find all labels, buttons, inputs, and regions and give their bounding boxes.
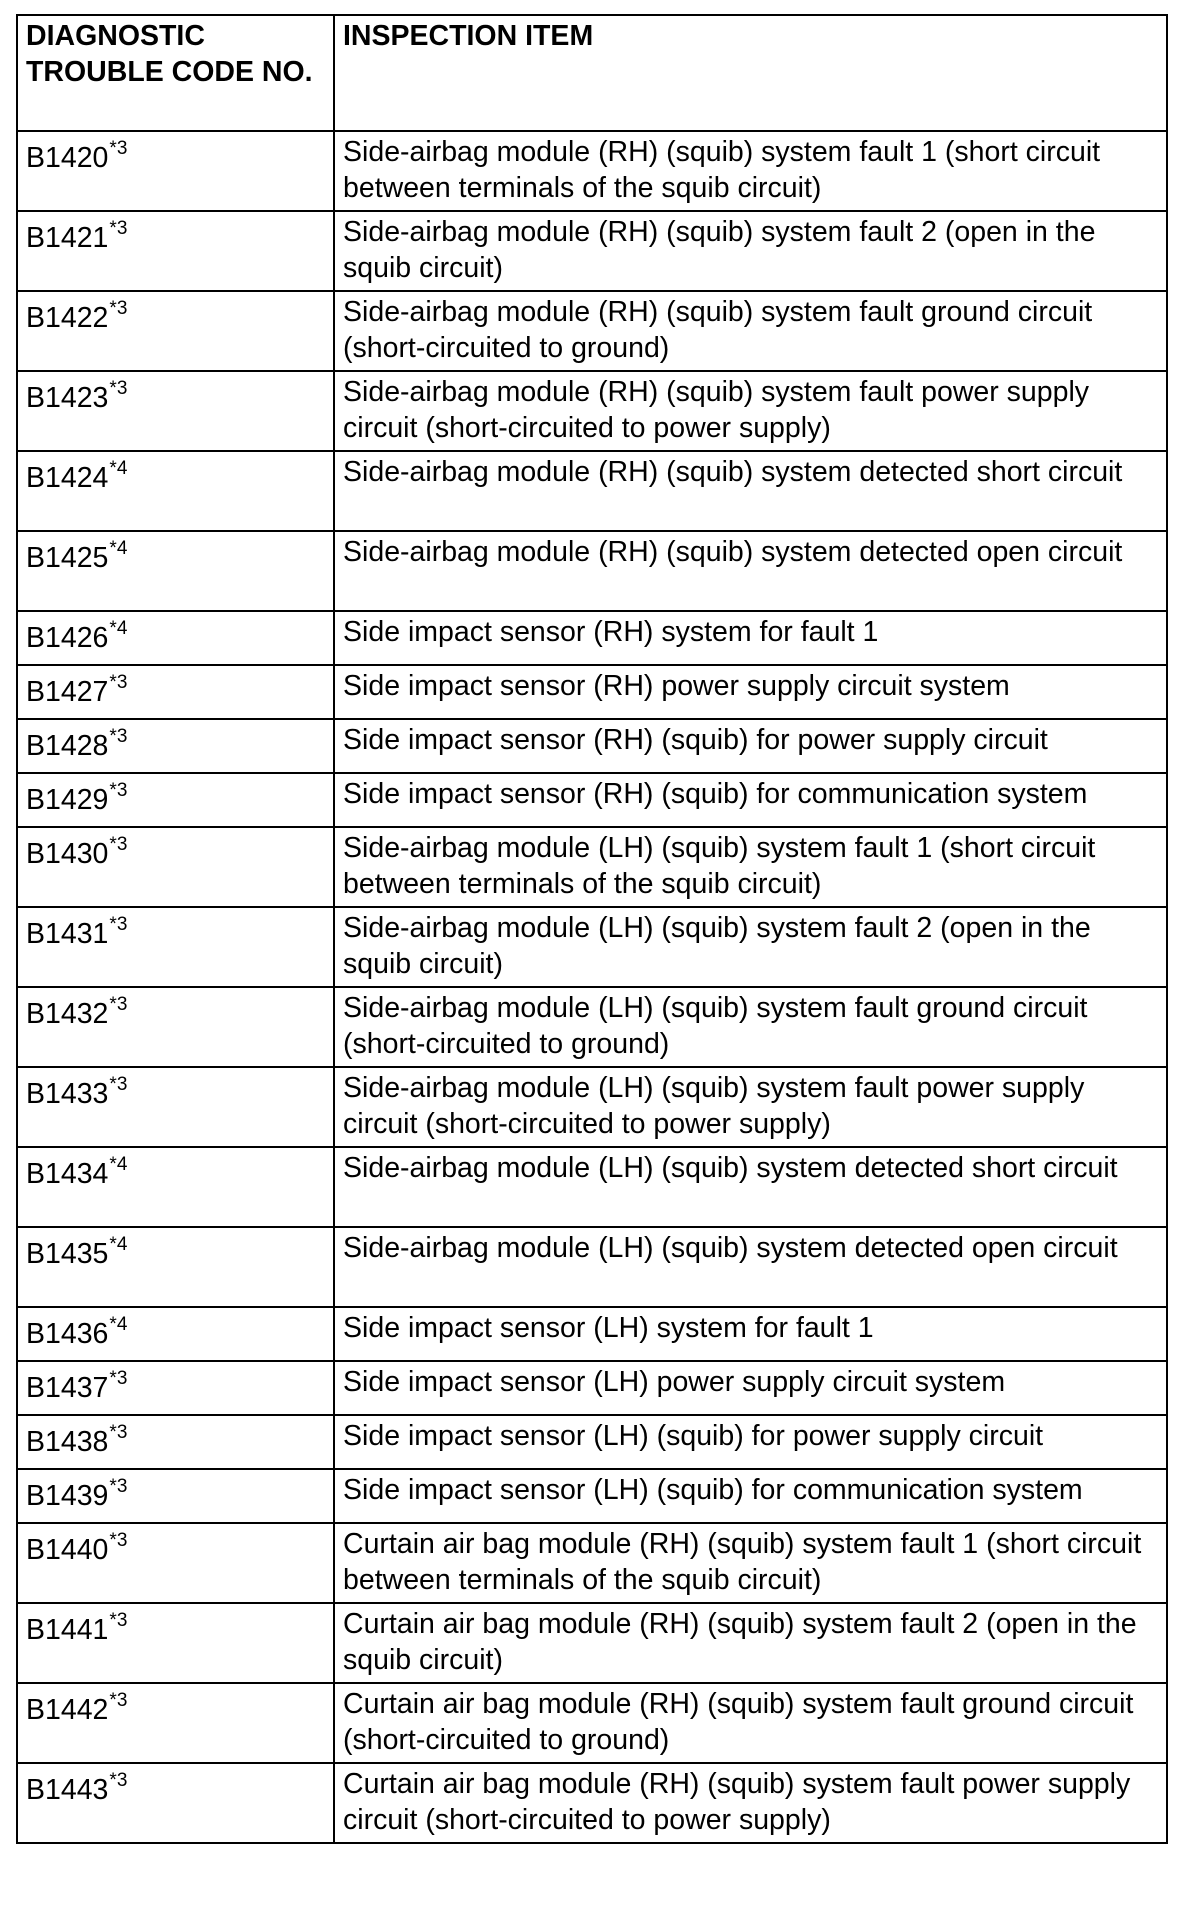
dtc-code: B1421 <box>26 222 109 254</box>
footnote-marker: *3 <box>109 834 128 855</box>
table-row <box>17 773 1167 827</box>
inspection-item: Side impact sensor (LH) system for fault 1 <box>334 1307 1167 1361</box>
dtc-code: B1435 <box>26 1238 109 1270</box>
header-code: DIAGNOSTIC TROUBLE CODE NO. <box>17 15 334 131</box>
inspection-item: Side impact sensor (RH) (squib) for power supply circuit <box>334 719 1167 773</box>
footnote-marker: *3 <box>109 1690 128 1711</box>
dtc-code-cell <box>17 611 334 665</box>
inspection-item: Side impact sensor (RH) (squib) for communication system <box>334 773 1167 827</box>
dtc-code-cell <box>17 1763 334 1843</box>
dtc-code-cell <box>17 665 334 719</box>
dtc-code: B1424 <box>26 462 109 494</box>
inspection-item: Side impact sensor (RH) power supply circuit system <box>334 665 1167 719</box>
table-row <box>17 1147 1167 1227</box>
table-row <box>17 827 1167 907</box>
dtc-code: B1432 <box>26 998 109 1030</box>
dtc-code-cell <box>17 291 334 371</box>
footnote-marker: *3 <box>109 1476 128 1497</box>
footnote-marker: *3 <box>109 378 128 399</box>
table-row <box>17 611 1167 665</box>
dtc-code: B1442 <box>26 1694 109 1726</box>
dtc-code-cell <box>17 1415 334 1469</box>
footnote-marker: *3 <box>109 780 128 801</box>
dtc-code-cell <box>17 907 334 987</box>
inspection-item: Curtain air bag module (RH) (squib) system fault 2 (open in the squib circuit) <box>334 1603 1167 1683</box>
table-row <box>17 1361 1167 1415</box>
footnote-marker: *4 <box>109 1154 128 1175</box>
table-row <box>17 719 1167 773</box>
inspection-item: Side-airbag module (LH) (squib) system detected open circuit <box>334 1227 1167 1307</box>
table-row <box>17 1523 1167 1603</box>
dtc-code: B1434 <box>26 1158 109 1190</box>
dtc-code-cell <box>17 1683 334 1763</box>
dtc-code-cell <box>17 987 334 1067</box>
footnote-marker: *3 <box>109 1770 128 1791</box>
table-row <box>17 451 1167 531</box>
dtc-code-cell <box>17 1603 334 1683</box>
dtc-code-cell <box>17 719 334 773</box>
document-page <box>16 14 1166 1844</box>
footnote-marker: *3 <box>109 914 128 935</box>
inspection-item: Side impact sensor (LH) (squib) for power supply circuit <box>334 1415 1167 1469</box>
inspection-item: Side-airbag module (RH) (squib) system fault ground circuit (short-circuited to ground) <box>334 291 1167 371</box>
table-row <box>17 211 1167 291</box>
dtc-code: B1439 <box>26 1480 109 1512</box>
footnote-marker: *3 <box>109 1530 128 1551</box>
inspection-item: Side-airbag module (RH) (squib) system fault power supply circuit (short-circuited to power supply) <box>334 371 1167 451</box>
dtc-code: B1422 <box>26 302 109 334</box>
dtc-code: B1425 <box>26 542 109 574</box>
inspection-item: Side-airbag module (RH) (squib) system fault 1 (short circuit between terminals of the squib circuit) <box>334 131 1167 211</box>
dtc-code: B1426 <box>26 622 109 654</box>
footnote-marker: *3 <box>109 726 128 747</box>
dtc-code-cell <box>17 773 334 827</box>
table-row <box>17 291 1167 371</box>
dtc-code: B1433 <box>26 1078 109 1110</box>
inspection-item: Side-airbag module (LH) (squib) system fault 2 (open in the squib circuit) <box>334 907 1167 987</box>
inspection-item: Curtain air bag module (RH) (squib) system fault ground circuit (short-circuited to ground) <box>334 1683 1167 1763</box>
table-row <box>17 1415 1167 1469</box>
inspection-item: Side-airbag module (RH) (squib) system fault 2 (open in the squib circuit) <box>334 211 1167 291</box>
inspection-item: Side-airbag module (RH) (squib) system detected short circuit <box>334 451 1167 531</box>
footnote-marker: *3 <box>109 1074 128 1095</box>
dtc-code: B1438 <box>26 1426 109 1458</box>
dtc-code-cell <box>17 1147 334 1227</box>
header-inspection-item: INSPECTION ITEM <box>334 15 1167 131</box>
footnote-marker: *3 <box>109 138 128 159</box>
dtc-code-cell <box>17 371 334 451</box>
footnote-marker: *4 <box>109 538 128 559</box>
dtc-code: B1431 <box>26 918 109 950</box>
dtc-table <box>16 14 1168 1844</box>
dtc-code: B1437 <box>26 1372 109 1404</box>
inspection-item: Side-airbag module (RH) (squib) system detected open circuit <box>334 531 1167 611</box>
dtc-code: B1420 <box>26 142 109 174</box>
footnote-marker: *4 <box>109 1314 128 1335</box>
table-row <box>17 1067 1167 1147</box>
inspection-item: Side impact sensor (LH) (squib) for communication system <box>334 1469 1167 1523</box>
table-row <box>17 907 1167 987</box>
inspection-item: Curtain air bag module (RH) (squib) system fault power supply circuit (short-circuited to power supply) <box>334 1763 1167 1843</box>
dtc-code: B1428 <box>26 730 109 762</box>
table-row <box>17 1227 1167 1307</box>
table-row <box>17 987 1167 1067</box>
table-row <box>17 1763 1167 1843</box>
table-row <box>17 1683 1167 1763</box>
footnote-marker: *3 <box>109 994 128 1015</box>
footnote-marker: *3 <box>109 298 128 319</box>
footnote-marker: *3 <box>109 1610 128 1631</box>
inspection-item: Side impact sensor (LH) power supply circuit system <box>334 1361 1167 1415</box>
inspection-item: Side impact sensor (RH) system for fault 1 <box>334 611 1167 665</box>
inspection-item: Side-airbag module (LH) (squib) system detected short circuit <box>334 1147 1167 1227</box>
table-row <box>17 1307 1167 1361</box>
dtc-code: B1423 <box>26 382 109 414</box>
table-row <box>17 371 1167 451</box>
footnote-marker: *3 <box>109 1368 128 1389</box>
table-row <box>17 665 1167 719</box>
table-row <box>17 131 1167 211</box>
dtc-code-cell <box>17 1361 334 1415</box>
dtc-code-cell <box>17 827 334 907</box>
dtc-code: B1440 <box>26 1534 109 1566</box>
inspection-item: Side-airbag module (LH) (squib) system fault power supply circuit (short-circuited to power supply) <box>334 1067 1167 1147</box>
table-row <box>17 531 1167 611</box>
footnote-marker: *4 <box>109 1234 128 1255</box>
footnote-marker: *3 <box>109 218 128 239</box>
dtc-code: B1443 <box>26 1774 109 1806</box>
table-row <box>17 1469 1167 1523</box>
dtc-code-cell <box>17 1227 334 1307</box>
dtc-code-cell <box>17 531 334 611</box>
dtc-code: B1436 <box>26 1318 109 1350</box>
dtc-code-cell <box>17 1523 334 1603</box>
footnote-marker: *3 <box>109 672 128 693</box>
table-row <box>17 1603 1167 1683</box>
dtc-code: B1429 <box>26 784 109 816</box>
footnote-marker: *3 <box>109 1422 128 1443</box>
dtc-code-cell <box>17 211 334 291</box>
footnote-marker: *4 <box>109 618 128 639</box>
dtc-code-cell <box>17 131 334 211</box>
dtc-code: B1430 <box>26 838 109 870</box>
dtc-code-cell <box>17 1307 334 1361</box>
dtc-code: B1427 <box>26 676 109 708</box>
inspection-item: Curtain air bag module (RH) (squib) system fault 1 (short circuit between terminals of the squib circuit) <box>334 1523 1167 1603</box>
footnote-marker: *4 <box>109 458 128 479</box>
dtc-code-cell <box>17 451 334 531</box>
inspection-item: Side-airbag module (LH) (squib) system fault ground circuit (short-circuited to ground) <box>334 987 1167 1067</box>
table-header-row <box>17 15 1167 131</box>
table-body <box>17 131 1167 1843</box>
inspection-item: Side-airbag module (LH) (squib) system fault 1 (short circuit between terminals of the squib circuit) <box>334 827 1167 907</box>
dtc-code-cell <box>17 1469 334 1523</box>
dtc-code: B1441 <box>26 1614 109 1646</box>
dtc-code-cell <box>17 1067 334 1147</box>
